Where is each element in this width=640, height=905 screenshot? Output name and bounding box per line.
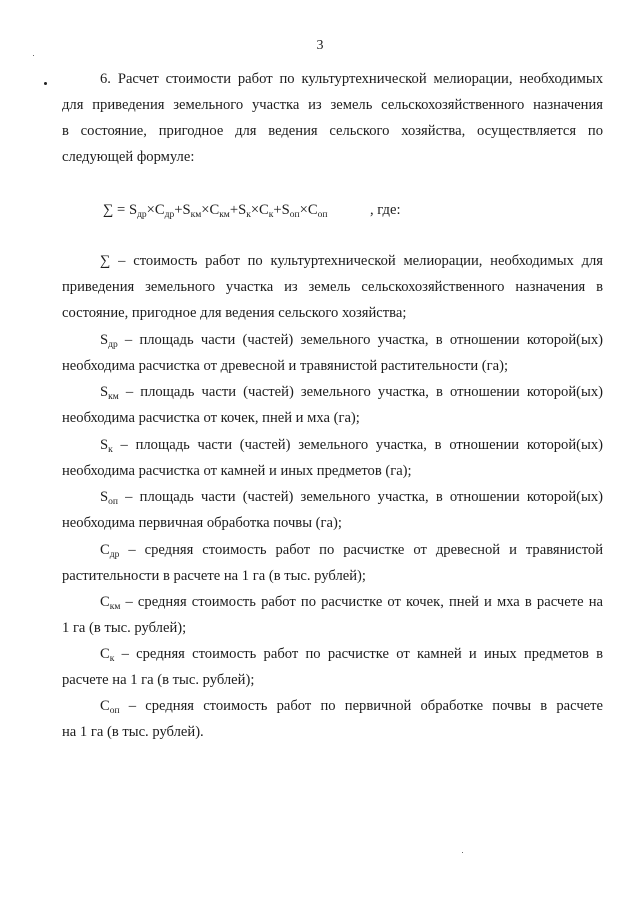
definition-c-dr: $С_{др}$ – средняя стоимость работ по расчистке от древесной и травянистой [100,542,603,560]
paragraph-line: для приведения земельного участка из земель сельскохозяйственного назначения [62,97,603,113]
paragraph-line: расчете на 1 га (в тыс. рублей); [62,672,255,688]
paragraph-line: состояние, пригодное для ведения сельского хозяйства; [62,305,407,321]
page-number: 3 [316,38,324,53]
cost-formula: ∑ = $S_{др}\times C_{др}+S_{км}\times C_{км}+S_к\times C_к+S_{оп}\times C_{оп}$ [103,202,328,220]
definition-c-k: $С_к$ – средняя стоимость работ по расчистке от камней и иных предметов в [100,646,603,664]
definition-s-dr: $S_{др}$ – площадь части (частей) земельного участка, в отношении которой(ых) [100,332,603,350]
paragraph-line: в состояние, пригодное для ведения сельского хозяйства, осуществляется по [62,123,603,139]
paragraph-line: 1 га (в тыс. рублей); [62,620,187,636]
scan-speck [462,852,463,853]
definition-c-op: $С_{оп}$ – средняя стоимость работ по первичной обработке почвы в расчете [100,698,603,716]
paragraph-line: 6. Расчет стоимости работ по культуртехнической мелиорации, необходимых [100,71,603,87]
paragraph-line: необходима расчистка от кочек, пней и мха (га); [62,410,360,426]
paragraph-line: следующей формуле: [62,149,195,165]
paragraph-line: необходима расчистка от древесной и травянистой растительности (га); [62,358,509,374]
paragraph-line: на 1 га (в тыс. рублей). [62,724,204,740]
definition-sum: ∑ – стоимость работ по культуртехнической мелиорации, необходимых для [100,253,603,269]
definition-c-km: $С_{км}$ – средняя стоимость работ по расчистке от кочек, пней и мха в расчете на [100,594,603,612]
paragraph-line: необходима первичная обработка почвы (га); [62,515,342,531]
definition-s-km: $S_{км}$ – площадь части (частей) земельного участка, в отношении которой(ых) [100,384,603,402]
paragraph-line: приведения земельного участка из земель сельскохозяйственного назначения в [62,279,603,295]
definition-s-op: $S_{оп}$ – площадь части (частей) земельного участка, в отношении которой(ых) [100,489,603,507]
formula-where: , где: [370,202,401,218]
scan-speck [33,55,34,56]
paragraph-line: необходима расчистка от камней и иных предметов (га); [62,463,412,479]
definition-s-k: $S_к$ – площадь части (частей) земельного участка, в отношении которой(ых) [100,437,603,455]
paragraph-line: растительности в расчете на 1 га (в тыс. рублей); [62,568,366,584]
scan-speck [44,82,47,85]
